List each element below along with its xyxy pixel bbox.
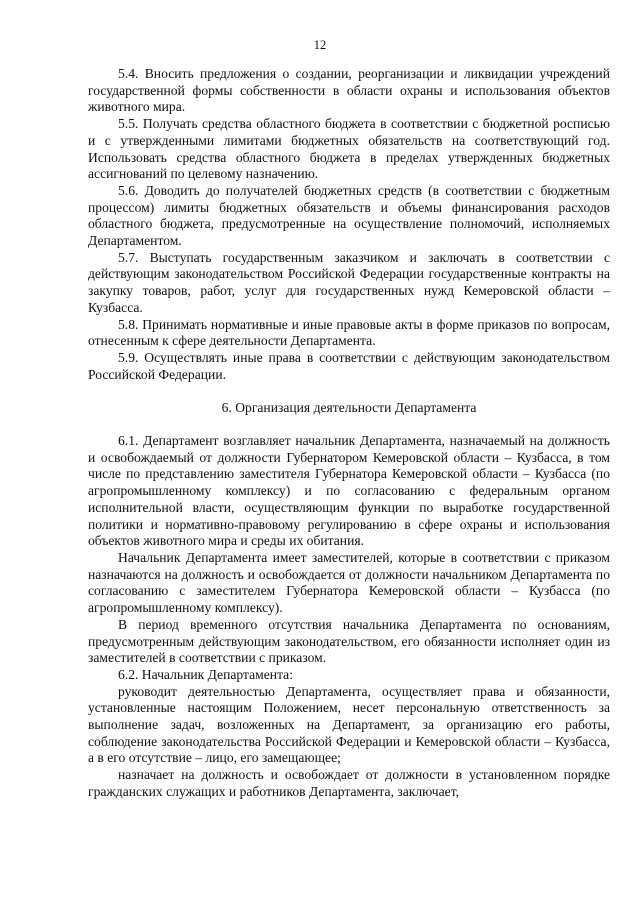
paragraph-5-5: 5.5. Получать средства областного бюджета в соответствии с бюджетной росписью и с утвержденными лимитами бюджетных обязательств на соответствующий год. Использовать средства областного бюджета в пределах утвержденных бюджетных ассигнований по целевому назначению. xyxy=(88,116,610,182)
section-heading: 6. Организация деятельности Департамента xyxy=(221,400,477,416)
paragraph-5-6: 5.6. Доводить до получателей бюджетных средств (в соответствии с бюджетным процессом) лимиты бюджетных обязательств и объемы финансирования расходов областного бюджета, предусмотренные на осуществление полномочий, исполняемых Департаментом. xyxy=(88,182,610,249)
document-body xyxy=(88,66,610,801)
paragraph-appoints-staff: назначает на должность и освобождает от должности в установленном порядке гражданских служащих и работников Департамента, заключает, xyxy=(88,767,610,799)
paragraph-5-9: 5.9. Осуществлять иные права в соответствии с действующим законодательством Российской Федерации. xyxy=(88,349,610,382)
paragraph-temporary-absence: В период временного отсутствия начальника Департамента по основаниям, предусмотренным действующим законодательством, его обязанности исполняет один из заместителей в соответствии с приказом. xyxy=(88,616,610,666)
paragraph-leads-activity: руководит деятельностью Департамента, осуществляет права и обязанности, установленные настоящим Положением, несет персональную ответственность за выполнение задач, возложенных на Департамент, за организацию его работы, соблюдение законодательства Российской Федерации и Кемеровской области – Кузбасса, а в его отсутствие – лицо, его замещающее; xyxy=(88,683,610,766)
paragraph-6-1: 6.1. Департамент возглавляет начальник Департамента, назначаемый на должность и освобождаемый от должности Губернатором Кемеровской области – Кузбасса, в том числе по представлению заместителя Губернатора Кемеровской области – Кузбасса (по агропромышленному комплексу) и по согласованию с федеральным органом исполнительной власти, осуществляющим функции по выработке государственной политики и нормативно-правовому регулированию в сфере охраны и использования объектов животного мира и среды их обитания. xyxy=(88,433,610,549)
paragraph-5-7: 5.7. Выступать государственным заказчиком и заключать в соответствии с действующим законодательством Российской Федерации государственные контракты на закупку товаров, работ, услуг для государственных нужд Кемеровской области – Кузбасса. xyxy=(88,249,610,315)
paragraph-5-8: 5.8. Принимать нормативные и иные правовые акты в форме приказов по вопросам, отнесенным к сфере деятельности Департамента. xyxy=(88,316,610,349)
paragraph-6-2: 6.2. Начальник Департамента: xyxy=(118,666,293,682)
paragraph-deputies: Начальник Департамента имеет заместителей, которые в соответствии с приказом назначаются на должность и освобождается от должности начальником Департамента по согласованию с заместителем Губернатора Кемеровской области – Кузбасса (по агропромышленному комплексу). xyxy=(88,549,610,616)
page-number: 12 xyxy=(313,38,327,52)
paragraph-5-4: 5.4. Вносить предложения о создании, реорганизации и ликвидации учреждений государственной формы собственности в области охраны и использования объектов животного мира. xyxy=(88,66,610,115)
